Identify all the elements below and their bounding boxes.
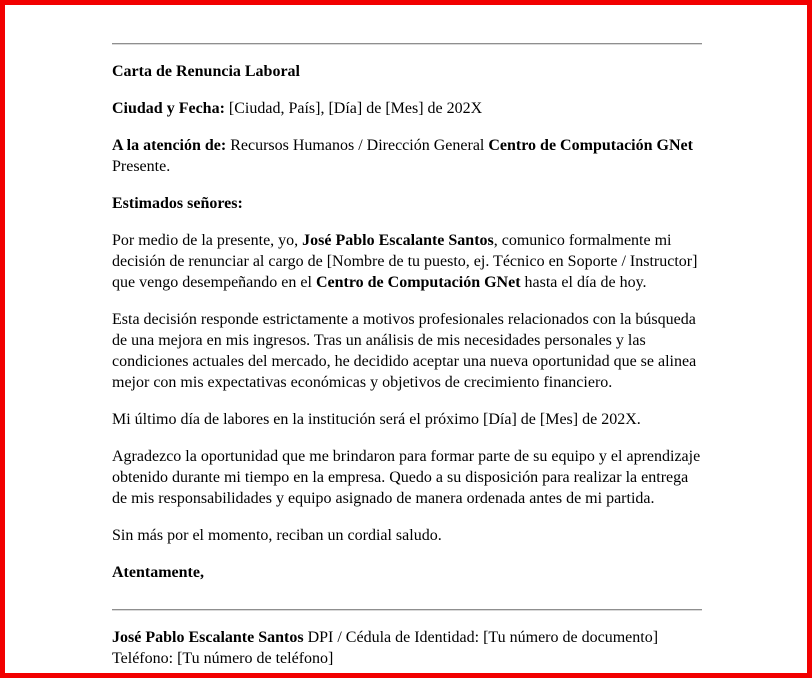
signature-divider bbox=[112, 609, 702, 611]
signature-block bbox=[112, 627, 702, 669]
intro-text-2: , comunico formalmente mi decisión de renunciar al cargo de [Nombre de tu puesto, ej. Técnico en Soporte / Instructor] que vengo desempeñando en el bbox=[112, 232, 698, 291]
salutation: Estimados señores: bbox=[112, 195, 243, 212]
signoff: Atentamente, bbox=[112, 564, 204, 581]
date-line bbox=[112, 98, 702, 119]
paragraph-thanks: Agradezco la oportunidad que me brindaron para formar parte de su equipo y el aprendizaje obtenido durante mi tiempo en la empresa. Quedo a su disposición para realizar la entrega de mis responsabilidades y equipo asignado de manera ordenada antes de mi partida. bbox=[112, 448, 701, 507]
signature-name: José Pablo Escalante Santos bbox=[112, 629, 304, 646]
date-value: [Ciudad, País], [Día] de [Mes] de 202X bbox=[224, 100, 483, 117]
letter-body bbox=[112, 43, 702, 669]
paragraph-reason: Esta decisión responde estrictamente a motivos profesionales relacionados con la búsqueda de una mejora en mis ingresos. Tras un análisis de mis necesidades personales y las condiciones actuales del mercado, he decidido aceptar una nueva oportunidad que se alinea mejor con mis expectativas económicas y objetivos de crecimiento financiero. bbox=[112, 311, 697, 391]
signature-id-line: DPI / Cédula de Identidad: [Tu número de documento] bbox=[303, 629, 659, 646]
letter-title: Carta de Renuncia Laboral bbox=[112, 63, 300, 80]
top-divider bbox=[112, 43, 702, 45]
signature-phone-line: Teléfono: [Tu número de teléfono] bbox=[112, 650, 334, 667]
paragraph-closing: Sin más por el momento, reciban un cordial saludo. bbox=[112, 527, 442, 544]
attention-recipient: Recursos Humanos / Dirección General bbox=[226, 137, 489, 154]
attention-org: Centro de Computación GNet bbox=[488, 137, 693, 154]
intro-text-1: Por medio de la presente, yo, bbox=[112, 232, 303, 249]
paragraph-last-day: Mi último día de labores en la institución será el próximo [Día] de [Mes] de 202X. bbox=[112, 411, 641, 428]
paragraph-intro bbox=[112, 230, 702, 293]
intro-org: Centro de Computación GNet bbox=[315, 274, 521, 291]
intro-name: José Pablo Escalante Santos bbox=[302, 232, 494, 249]
attention-present: Presente. bbox=[112, 158, 171, 175]
attention-label: A la atención de: bbox=[112, 137, 227, 154]
attention-block bbox=[112, 135, 702, 177]
intro-text-3: hasta el día de hoy. bbox=[520, 274, 647, 291]
date-label: Ciudad y Fecha: bbox=[112, 100, 225, 117]
